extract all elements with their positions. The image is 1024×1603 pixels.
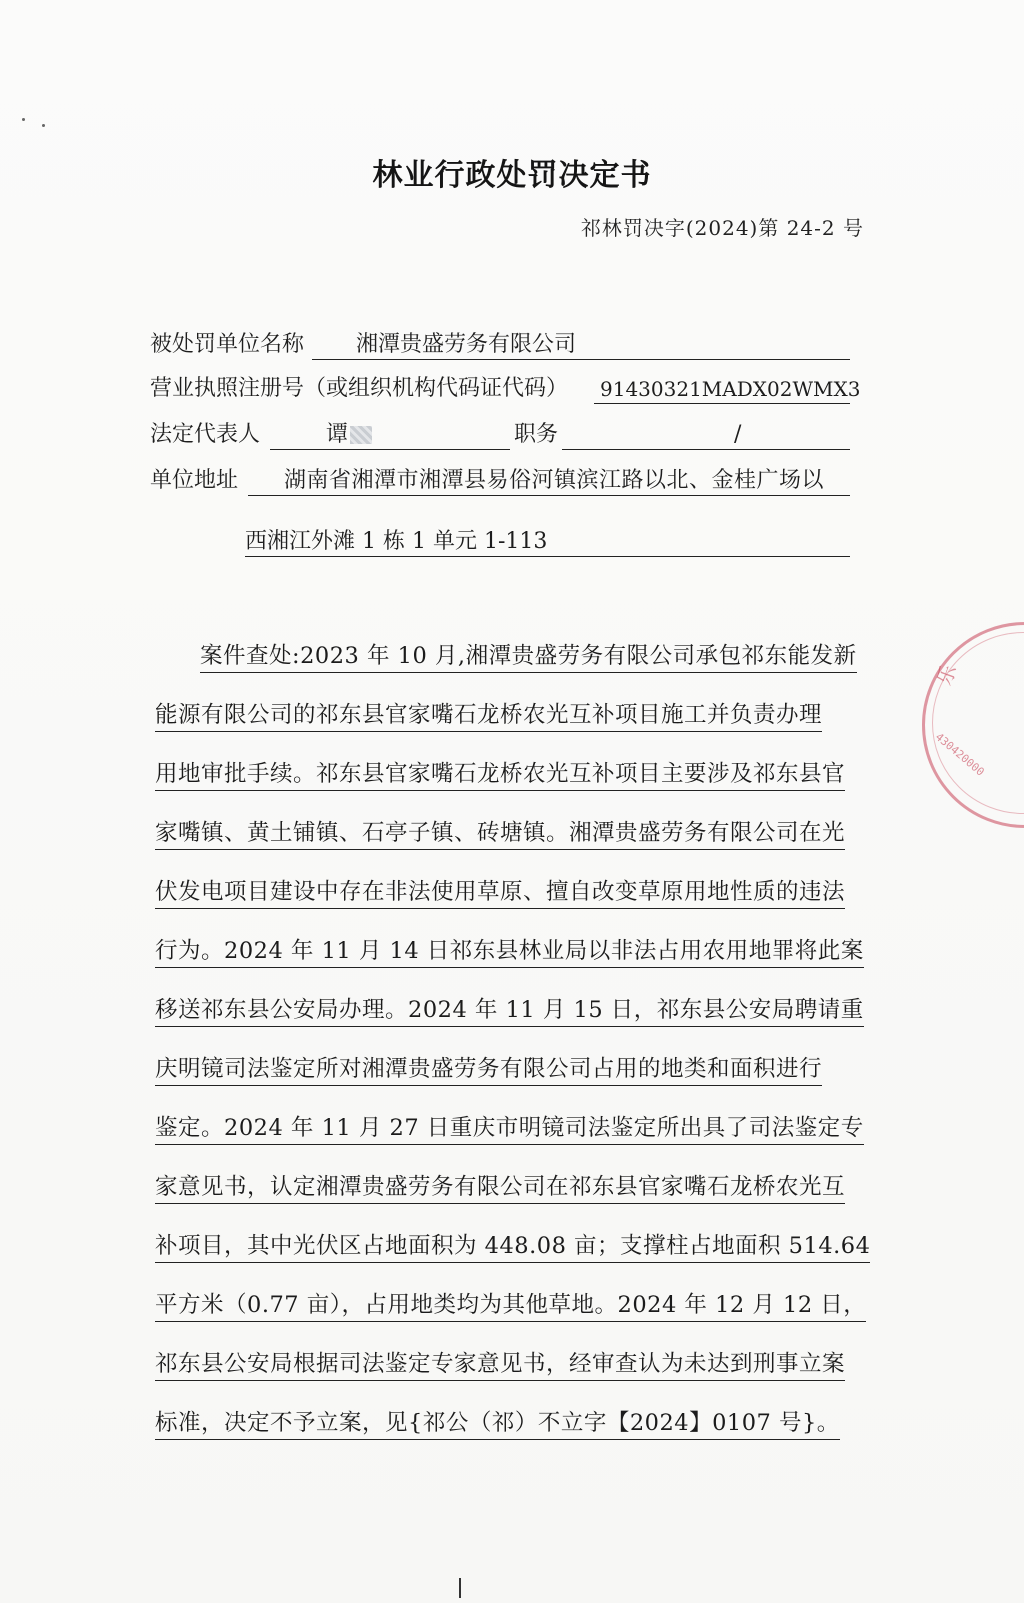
body-line-text: 标准，决定不予立案，见{祁公（祁）不立字【2024】0107 号}。	[155, 1407, 840, 1440]
body-line-text: 用地审批手续。祁东县官家嘴石龙桥农光互补项目主要涉及祁东县官	[155, 758, 845, 791]
body-line-text: 移送祁东县公安局办理。2024 年 11 月 15 日，祁东县公安局聘请重	[155, 994, 864, 1027]
body-line	[155, 1348, 865, 1407]
body-line	[155, 1407, 865, 1466]
address-line-2	[245, 527, 850, 557]
address-label: 单位地址	[150, 468, 239, 493]
body-line	[155, 935, 865, 994]
body-line	[155, 876, 865, 935]
address-line-1	[248, 466, 850, 496]
body-line-text: 家嘴镇、黄土铺镇、石亭子镇、砖塘镇。湘潭贵盛劳务有限公司在光	[155, 817, 845, 850]
body-line	[155, 994, 865, 1053]
body-line	[155, 1171, 865, 1230]
body-line	[155, 1112, 865, 1171]
page-bottom-mark	[459, 1578, 461, 1598]
body-line-text: 案件查处:2023 年 10 月,湘潭贵盛劳务有限公司承包祁东能发新	[200, 640, 857, 673]
document-title: 林业行政处罚决定书	[372, 158, 652, 193]
document-number: 祁林罚决字(2024)第 24-2 号	[580, 216, 864, 240]
body-line	[155, 1230, 871, 1289]
scan-speck	[22, 118, 25, 121]
legal-rep-label: 法定代表人	[150, 422, 261, 447]
body-line-text: 行为。2024 年 11 月 14 日祁东县林业局以非法占用农用地罪将此案	[155, 935, 864, 968]
body-line-text: 庆明镜司法鉴定所对湘潭贵盛劳务有限公司占用的地类和面积进行	[155, 1053, 822, 1086]
unit-name-value	[312, 330, 850, 360]
body-line-text: 伏发电项目建设中存在非法使用草原、擅自改变草原用地性质的违法	[155, 876, 845, 909]
body-line-text: 祁东县公安局根据司法鉴定专家意见书，经审查认为未达到刑事立案	[155, 1348, 845, 1381]
body-line	[155, 758, 865, 817]
body-line-text: 能源有限公司的祁东县官家嘴石龙桥农光互补项目施工并负责办理	[155, 699, 822, 732]
body-line-text: 补项目，其中光伏区占地面积为 448.08 亩；支撑柱占地面积 514.64	[155, 1230, 870, 1263]
position-text: /	[734, 422, 742, 447]
body-line	[155, 1053, 865, 1112]
address-line-1-text: 湖南省湘潭市湘潭县易俗河镇滨江路以北、金桂广场以	[284, 468, 825, 493]
redaction-mask	[350, 426, 372, 444]
license-value	[594, 374, 861, 404]
body-line	[155, 1289, 865, 1348]
case-description	[155, 640, 871, 1466]
legal-rep-text: 谭	[326, 422, 349, 447]
body-line	[155, 699, 865, 758]
body-line-text: 平方米（0.77 亩），占用地类均为其他草地。2024 年 12 月 12 日，	[155, 1289, 866, 1322]
seal-character: 乐	[931, 661, 962, 689]
body-line	[155, 817, 865, 876]
unit-name-label: 被处罚单位名称	[150, 332, 305, 357]
unit-name-text: 湘潭贵盛劳务有限公司	[356, 332, 577, 357]
body-line	[155, 640, 865, 699]
scan-speck	[42, 124, 45, 127]
seal-number: 430420000	[932, 730, 987, 779]
position-value	[562, 420, 850, 450]
license-label: 营业执照注册号（或组织机构代码证代码）	[150, 376, 569, 401]
license-text: 91430321MADX02WMX3	[600, 377, 861, 401]
address-line-2-text: 西湘江外滩 1 栋 1 单元 1-113	[245, 529, 548, 554]
body-line-text: 家意见书，认定湘潭贵盛劳务有限公司在祁东县官家嘴石龙桥农光互	[155, 1171, 845, 1204]
legal-rep-value	[270, 420, 510, 450]
body-line-text: 鉴定。2024 年 11 月 27 日重庆市明镜司法鉴定所出具了司法鉴定专	[155, 1112, 864, 1145]
position-label: 职务	[514, 422, 559, 447]
